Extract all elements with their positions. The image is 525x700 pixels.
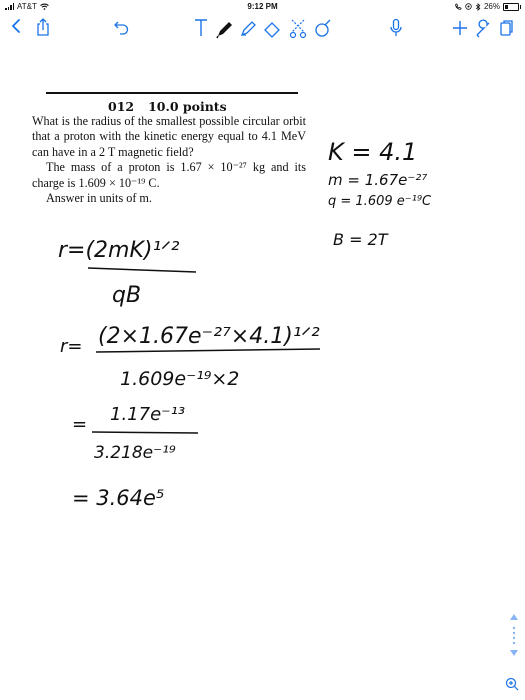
formula-fraction-bar	[88, 268, 196, 272]
status-time: 9:12 PM	[247, 2, 278, 11]
page-scroll-control[interactable]	[507, 612, 521, 658]
carrier-name: AT&T	[17, 2, 37, 11]
question-text: What is the radius of the smallest possible circular orbit that a proton with the kinetic energy equal to 4.1 MeV can have in a 2 T magnetic field?	[32, 114, 306, 159]
formula-denominator: qB	[112, 283, 142, 308]
given-q: q = 1.609 e⁻¹⁹C	[328, 194, 432, 209]
step1-prefix: =	[72, 414, 88, 435]
question-constants: The mass of a proton is 1.67 × 10⁻²⁷ kg and its charge is 1.609 × 10⁻¹⁹ C.	[32, 160, 306, 190]
final-result: = 3.64e⁵	[72, 486, 165, 510]
step1-numerator: 1.17e⁻¹³	[110, 404, 186, 425]
scroll-down-icon	[510, 650, 518, 656]
question-number: 012	[108, 99, 135, 114]
step1-denominator: 3.218e⁻¹⁹	[94, 443, 176, 463]
battery-percent: 26%	[483, 2, 500, 11]
zoom-icon[interactable]	[505, 677, 519, 691]
given-k: K = 4.1	[328, 138, 418, 166]
substitution-fraction-bar	[96, 349, 320, 352]
formula-numerator: r=(2mK)¹ᐟ²	[58, 238, 180, 263]
question-points: 10.0 points	[148, 99, 227, 114]
substitution-prefix: r=	[60, 336, 83, 357]
substitution-denominator: 1.609e⁻¹⁹×2	[120, 368, 240, 390]
substitution-numerator: (2×1.67e⁻²⁷×4.1)¹ᐟ²	[98, 324, 320, 349]
step1-fraction-bar	[92, 432, 198, 433]
answer-units: Answer in units of m.	[46, 191, 152, 206]
scroll-up-icon	[510, 614, 518, 620]
given-m: m = 1.67e⁻²⁷	[328, 171, 428, 189]
given-b: B = 2T	[333, 230, 388, 249]
